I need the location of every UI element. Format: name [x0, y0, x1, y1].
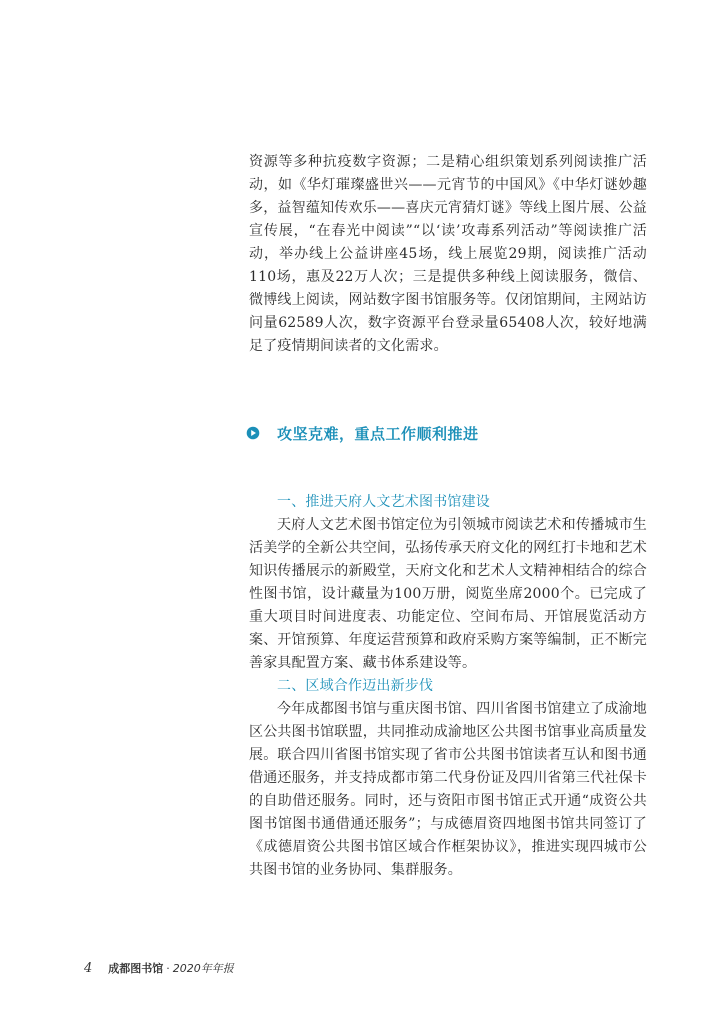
subsection-heading-2: 二、区域合作迈出新步伐 — [277, 678, 434, 694]
page-footer — [84, 958, 234, 978]
circle-play-icon — [246, 426, 260, 440]
section-heading-text: 攻坚克难，重点工作顺利推进 — [277, 424, 479, 443]
body-paragraph-top — [249, 151, 647, 358]
footer-separator: · — [166, 961, 170, 975]
page-number: 4 — [84, 960, 93, 976]
subsection-body-2: 今年成都图书馆与重庆图书馆、四川省图书馆建立了成渝地区公共图书馆联盟，共同推动成渝地区公共图书馆事业高质量发展。联合四川省图书馆实现了省市公共图书馆读者互认和图书通借通还服务，并支持成都市第二代身份证及四川省第三代社保卡的自助借还服务。同时，还与资阳市图书馆正式开通“成资公共图书馆图书通借通还服务”；与成德眉资四地图书馆共同签订了《成德眉资公共图书馆区域合作框架协议》，推进实现四城市公共图书馆的业务协同、集群服务。 — [249, 701, 647, 878]
section-body — [249, 491, 647, 882]
footer-subtitle: 2020年年报 — [172, 962, 234, 975]
section-heading — [246, 420, 479, 446]
footer-title: 成都图书馆 — [108, 962, 164, 975]
subsection-body-1: 天府人文艺术图书馆定位为引领城市阅读艺术和传播城市生活美学的全新公共空间，弘扬传承天府文化的网红打卡地和艺术知识传播展示的新殿堂，天府文化和艺术人文精神相结合的综合性图书馆，设计藏量为100万册，阅览坐席2000个。已完成了重大项目时间进度表、功能定位、空间布局、开馆展览活动方案、开馆预算、年度运营预算和政府采购方案等编制，正不断完善家具配置方案、藏书体系建设等。 — [249, 517, 647, 671]
top-paragraph-text: 资源等多种抗疫数字资源；二是精心组织策划系列阅读推广活动，如《华灯璀璨盛世兴——元宵节的中国风》《中华灯谜妙趣多，益智蕴知传欢乐——喜庆元宵猜灯谜》等线上图片展、公益宣传展，“在春光中阅读”“以‘读’攻毒系列活动”等阅读推广活动，举办线上公益讲座45场，线上展览29期，阅读推广活动110场，惠及22万人次；三是提供多种线上阅读服务，微信、微博线上阅读，网站数字图书馆服务等。仅闭馆期间，主网站访问量62589人次，数字资源平台登录量65408人次，较好地满足了疫情期间读者的文化需求。 — [249, 154, 647, 354]
subsection-heading-1: 一、推进天府人文艺术图书馆建设 — [277, 494, 490, 510]
